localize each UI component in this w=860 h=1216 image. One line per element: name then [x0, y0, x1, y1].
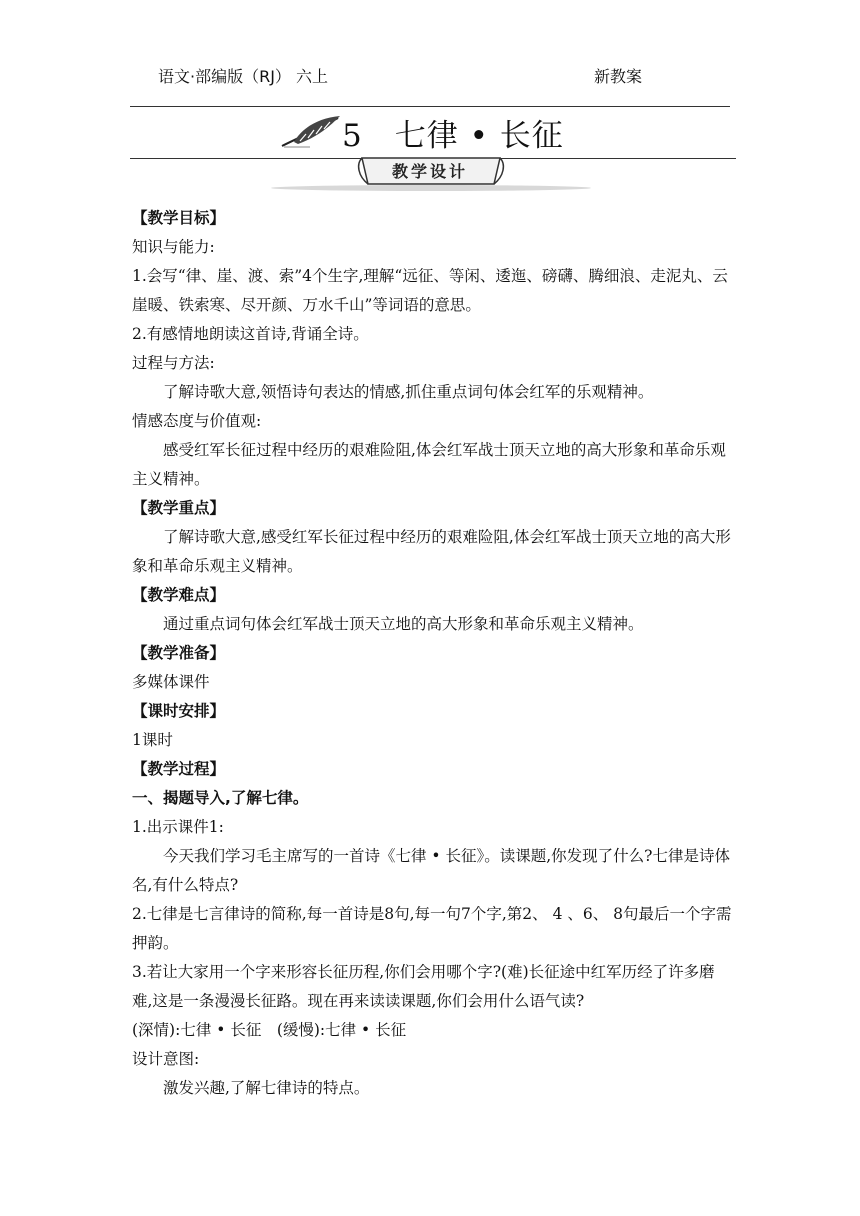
schedule-heading: 【课时安排】 [132, 702, 226, 720]
step-2: 2.七律是七言律诗的简称,每一首诗是8句,每一句7个字,第2、 4 、6、 8句最后一个字需押韵。 [132, 905, 732, 952]
step-3-read: (深情):七律 • 长征 (缓慢):七律 • 长征 [132, 1021, 407, 1039]
schedule-text: 1课时 [132, 731, 173, 749]
difficulty-text: 通过重点词句体会红军战士顶天立地的高大形象和革命乐观主义精神。 [163, 615, 644, 633]
key-heading: 【教学重点】 [132, 499, 226, 517]
knowledge-item-1: 1.会写“律、崖、渡、索”4个生字,理解“远征、等闲、逶迤、磅礴、腾细浪、走泥丸、云崖暖、铁索寒、尽开颜、万水千山”等词语的意思。 [132, 267, 728, 314]
header-subject: 语文·部编版（RJ） 六上 [158, 67, 329, 86]
objectives-heading: 【教学目标】 [132, 209, 226, 227]
design-text: 激发兴趣,了解七律诗的特点。 [163, 1079, 370, 1097]
emotion-text: 感受红军长征过程中经历的艰难险阻,体会红军战士顶天立地的高大形象和革命乐观主义精神。 [132, 441, 726, 488]
header-tag: 新教案 [594, 67, 643, 86]
page-header [132, 64, 730, 92]
design-label: 设计意图: [132, 1050, 200, 1068]
step-1: 1.出示课件1: [132, 818, 224, 836]
difficulty-heading: 【教学难点】 [132, 586, 226, 604]
knowledge-item-2: 2.有感情地朗读这首诗,背诵全诗。 [132, 325, 369, 343]
prep-text: 多媒体课件 [132, 673, 210, 691]
section-1-title: 一、揭题导入,了解七律。 [132, 789, 309, 807]
lesson-title: 5 七律 • 长征 [342, 118, 564, 154]
step-1-text: 今天我们学习毛主席写的一首诗《七律 • 长征》。读课题,你发现了什么?七律是诗体名,有什么特点? [132, 847, 730, 894]
prep-heading: 【教学准备】 [132, 644, 226, 662]
step-3: 3.若让大家用一个字来形容长征历程,你们会用哪个字?(难)长征途中红军历经了许多磨难,这是一条漫漫长征路。现在再来读读课题,你们会用什么语气读? [132, 963, 715, 1010]
banner-label: 教学设计 [391, 162, 468, 181]
lesson-content [132, 204, 732, 1103]
key-text: 了解诗歌大意,感受红军长征过程中经历的艰难险阻,体会红军战士顶天立地的高大形象和革命乐观主义精神。 [132, 528, 731, 575]
header-rule [130, 106, 730, 107]
process-label: 过程与方法: [132, 354, 215, 372]
section-banner [266, 150, 596, 196]
knowledge-label: 知识与能力: [132, 238, 215, 256]
quill-icon [280, 114, 342, 150]
process-heading: 【教学过程】 [132, 760, 226, 778]
emotion-label: 情感态度与价值观: [132, 412, 262, 430]
process-text: 了解诗歌大意,领悟诗句表达的情感,抓住重点词句体会红军的乐观精神。 [163, 383, 654, 401]
